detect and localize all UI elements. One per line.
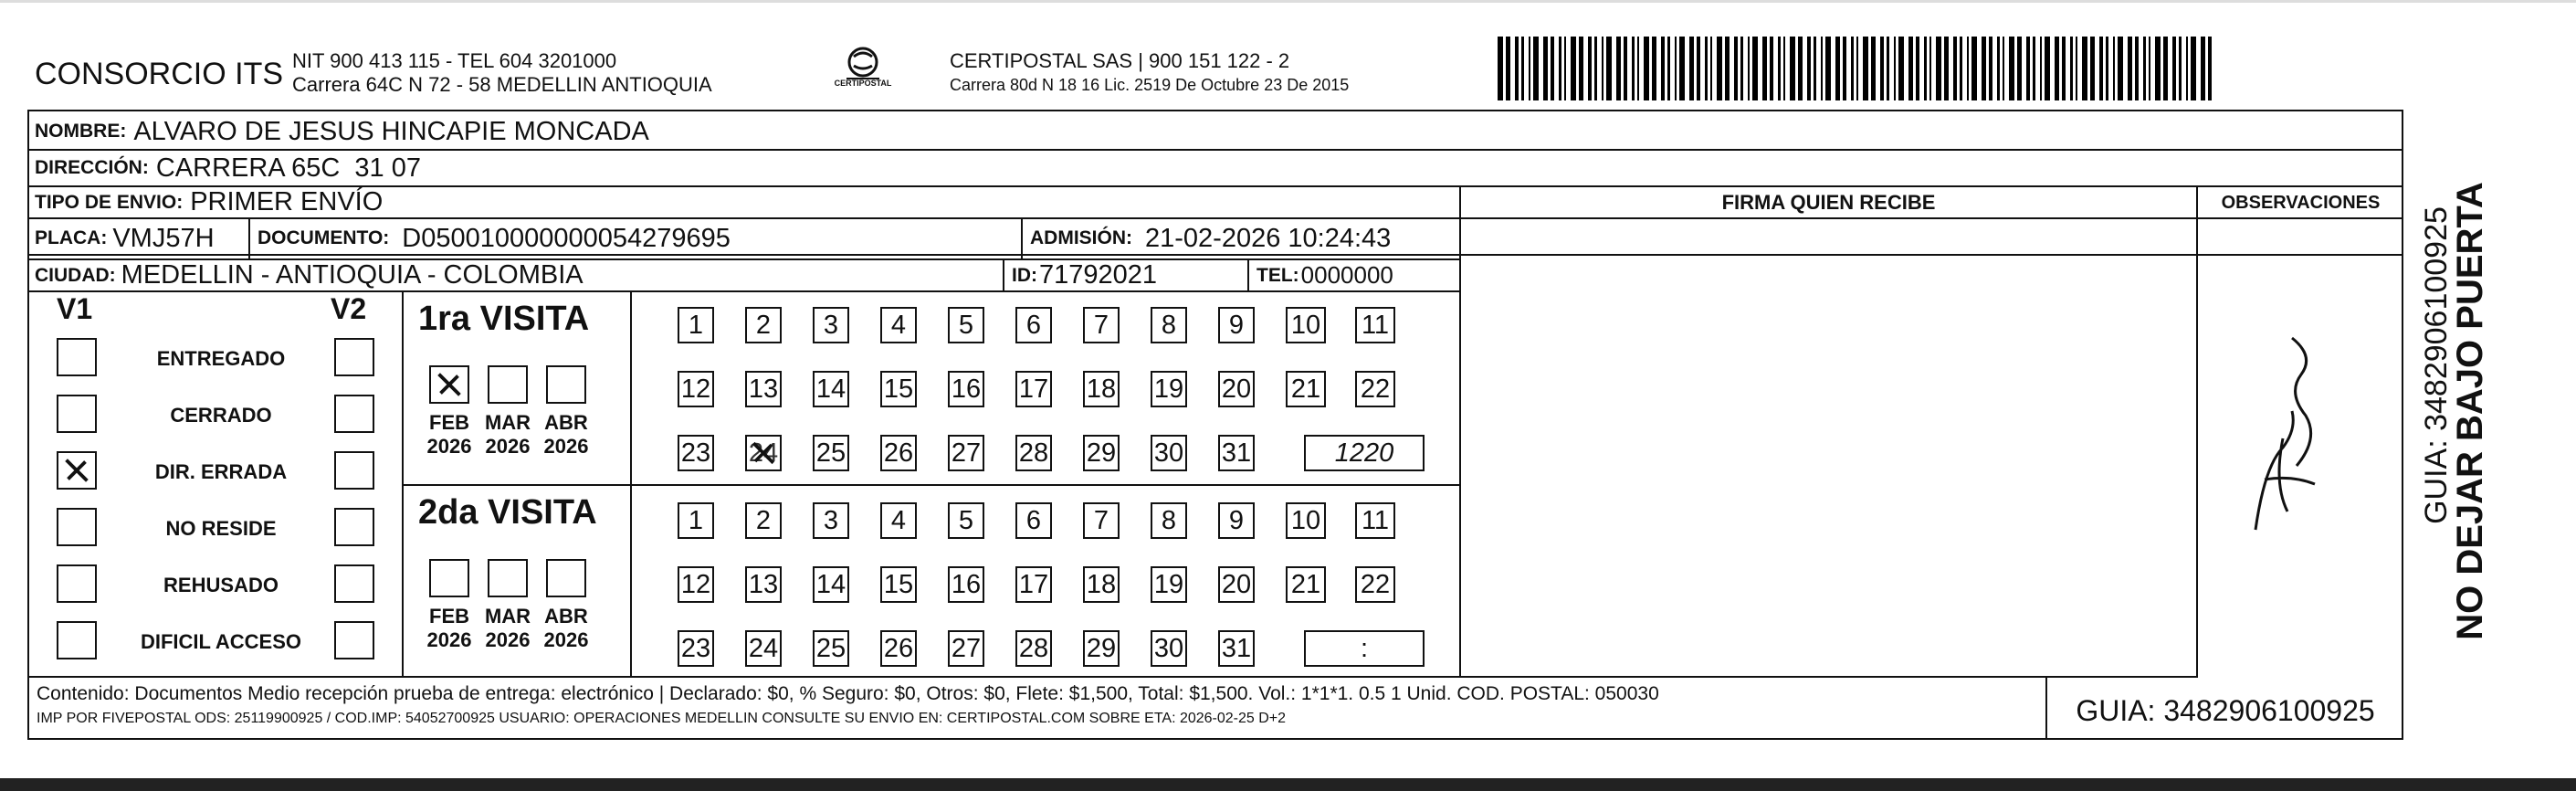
barcode-bar — [1717, 37, 1722, 100]
day-box[interactable]: 20 — [1218, 566, 1255, 603]
barcode-bar — [2082, 37, 2087, 100]
barcode-bar — [1675, 37, 1677, 100]
barcode-bar — [1851, 37, 1854, 100]
company-address: Carrera 64C N 72 - 58 MEDELLIN ANTIOQUIA — [292, 73, 712, 96]
month-label: FEB — [429, 411, 469, 434]
barcode-bar — [2135, 37, 2139, 100]
ciudad-label: CIUDAD: — [35, 264, 116, 286]
barcode-bar — [1637, 37, 1639, 100]
tipo-row — [35, 186, 383, 218]
day-box[interactable]: 25 — [813, 435, 849, 471]
v1-checkbox[interactable] — [57, 338, 97, 376]
day-box[interactable]: 24 — [745, 630, 782, 667]
barcode-bar — [2106, 37, 2108, 100]
v2-checkbox[interactable] — [334, 564, 374, 603]
status-option-label: DIR. ERRADA — [154, 460, 288, 483]
day-box[interactable]: 13 — [745, 371, 782, 407]
tel-value: 0000000 — [1300, 261, 1393, 289]
barcode-bar — [1880, 37, 1884, 100]
barcode-bar — [2208, 37, 2212, 100]
v1-checkbox[interactable] — [57, 621, 97, 659]
barcode-bar — [2201, 37, 2205, 100]
barcode-bar — [1856, 37, 1858, 100]
day-box[interactable]: 29 — [1083, 435, 1120, 471]
month-label: ABR — [544, 605, 588, 628]
day-box[interactable]: 30 — [1151, 435, 1187, 471]
barcode-bar — [1579, 37, 1583, 100]
day-box[interactable]: 21 — [1286, 566, 1326, 603]
barcode-bar — [1863, 37, 1868, 100]
day-box[interactable]: 22 — [1355, 371, 1395, 407]
v2-checkbox[interactable] — [334, 508, 374, 546]
day-box[interactable]: 11 — [1355, 502, 1395, 539]
ciudad-value: MEDELLIN - ANTIOQUIA - COLOMBIA — [121, 260, 584, 290]
barcode-bar — [1679, 37, 1685, 100]
barcode-bar — [1997, 37, 2000, 100]
barcode-bar — [1798, 37, 1803, 100]
barcode-bar — [2113, 37, 2115, 100]
day-box[interactable]: 1 — [678, 307, 714, 343]
v2-checkbox[interactable] — [334, 338, 374, 376]
day-box[interactable]: 4 — [880, 502, 917, 539]
barcode-bar — [2163, 37, 2168, 100]
barcode-bar — [1894, 37, 1896, 100]
day-box[interactable]: 14 — [813, 371, 849, 407]
barcode-bar — [1770, 37, 1773, 100]
barcode-bar — [2026, 37, 2030, 100]
barcode-bar — [2172, 37, 2176, 100]
day-box[interactable]: 12 — [678, 371, 714, 407]
barcode-bar — [2076, 37, 2077, 100]
day-box[interactable]: 13 — [745, 566, 782, 603]
barcode-bar — [2186, 37, 2188, 100]
barcode-bar — [1616, 37, 1621, 100]
barcode-bar — [1571, 37, 1576, 100]
day-box[interactable]: 9 — [1218, 502, 1255, 539]
month-label: ABR — [544, 411, 588, 434]
day-box[interactable]: 26 — [880, 435, 917, 471]
barcode-bar — [1924, 37, 1927, 100]
status-option-label: NO RESIDE — [165, 517, 277, 540]
barcode-bar — [1989, 37, 1992, 100]
v2-checkbox[interactable] — [334, 395, 374, 433]
direccion-label: DIRECCIÓN: — [35, 157, 149, 178]
barcode-bar — [1814, 37, 1816, 100]
tel-label: TEL: — [1256, 264, 1299, 286]
nombre-value: ALVARO DE JESUS HINCAPIE MONCADA — [133, 116, 649, 146]
day-box[interactable]: 25 — [813, 630, 849, 667]
barcode-bar — [1705, 37, 1708, 100]
status-option-label: ENTREGADO — [156, 347, 286, 370]
barcode-bar — [2003, 37, 2004, 100]
barcode-bar — [2090, 37, 2095, 100]
barcode-bar — [1543, 37, 1548, 100]
day-box[interactable]: 23 — [678, 630, 714, 667]
second-visit-title: 2da VISITA — [418, 493, 597, 532]
barcode-bar — [1960, 37, 1962, 100]
day-box[interactable]: 19 — [1151, 371, 1187, 407]
day-box[interactable]: 27 — [948, 630, 984, 667]
barcode-bar — [1825, 37, 1831, 100]
month-label: MAR — [484, 411, 531, 434]
barcode-bar — [1624, 37, 1627, 100]
barcode-bar — [1564, 37, 1566, 100]
barcode-bar — [1929, 37, 1931, 100]
barcode-bar — [1908, 37, 1913, 100]
day-box[interactable]: 3 — [813, 502, 849, 539]
second-visit-time[interactable]: : — [1304, 630, 1425, 667]
month-label: FEB — [429, 605, 469, 628]
footer-print-info: IMP POR FIVEPOSTAL ODS: 25119900925 / COD.IMP: 54052700925 USUARIO: OPERACIONES MEDELLIN CONSULTE SU ENVIO EN: CERTIPOSTAL.COM SOBRE ETA: 2026-02-25 D+2 — [37, 711, 1287, 726]
day-box[interactable]: 28 — [1015, 630, 1052, 667]
day-box[interactable]: 15 — [880, 566, 917, 603]
month-checkbox[interactable] — [429, 365, 469, 404]
admision-value: 21-02-2026 10:24:43 — [1145, 223, 1392, 253]
v2-label: V2 — [331, 292, 367, 325]
barcode-bar — [1644, 37, 1649, 100]
day-box[interactable]: 23 — [678, 435, 714, 471]
barcode-bar — [1982, 37, 1986, 100]
barcode-bar — [1588, 37, 1592, 100]
barcode-bar — [1748, 37, 1750, 100]
day-box[interactable]: 15 — [880, 371, 917, 407]
barcode-bar — [2033, 37, 2035, 100]
barcode-bar — [1783, 37, 1785, 100]
v1-checkbox[interactable] — [57, 395, 97, 433]
day-box[interactable]: 21 — [1286, 371, 1326, 407]
day-box[interactable]: 17 — [1015, 371, 1052, 407]
day-box[interactable]: 7 — [1083, 307, 1120, 343]
barcode-bar — [2128, 37, 2132, 100]
direccion-row — [35, 150, 421, 186]
day-box[interactable]: 24 — [745, 435, 782, 471]
day-box[interactable]: 18 — [1083, 566, 1120, 603]
documento-row — [258, 219, 731, 258]
barcode-bar — [1971, 37, 1977, 100]
barcode-bar — [1606, 37, 1612, 100]
month-checkbox[interactable] — [546, 365, 586, 404]
direccion-value: CARRERA 65C 31 07 — [155, 153, 421, 183]
day-box[interactable]: 11 — [1355, 307, 1395, 343]
v1-checkbox[interactable] — [57, 564, 97, 603]
day-mark — [747, 437, 780, 469]
barcode-bar — [1887, 37, 1889, 100]
day-box[interactable]: 26 — [880, 630, 917, 667]
day-box[interactable]: 20 — [1218, 371, 1255, 407]
day-box[interactable]: 17 — [1015, 566, 1052, 603]
barcode-bar — [2155, 37, 2161, 100]
documento-value: D050010000000054279695 — [402, 223, 731, 253]
barcode-bar — [1529, 37, 1530, 100]
logo-text: CERTIPOSTAL — [834, 79, 892, 88]
nombre-row — [35, 113, 649, 150]
barcode-bar — [1667, 37, 1670, 100]
barcode-bar — [1843, 37, 1846, 100]
day-box[interactable]: 6 — [1015, 502, 1052, 539]
day-box[interactable]: 10 — [1286, 307, 1326, 343]
barcode-bar — [1967, 37, 1969, 100]
tipo-label: TIPO DE ENVIO: — [35, 191, 184, 213]
day-box[interactable]: 6 — [1015, 307, 1052, 343]
month-label: MAR — [484, 605, 531, 628]
barcode-bar — [1734, 37, 1738, 100]
barcode-bar — [1953, 37, 1957, 100]
barcode-bar — [2118, 37, 2123, 100]
v1-checkbox[interactable] — [57, 451, 97, 490]
day-box[interactable]: 18 — [1083, 371, 1120, 407]
placa-row — [35, 219, 215, 258]
observaciones-label: OBSERVACIONES — [2221, 193, 2381, 213]
placa-label: PLACA: — [35, 227, 108, 248]
handwritten-signature — [2228, 329, 2347, 539]
barcode-bar — [1807, 37, 1811, 100]
day-box[interactable]: 7 — [1083, 502, 1120, 539]
month-checkbox[interactable] — [488, 559, 528, 597]
admision-row — [1030, 219, 1391, 258]
day-box[interactable]: 16 — [948, 566, 984, 603]
documento-label: DOCUMENTO: — [258, 227, 390, 248]
firma-label: FIRMA QUIEN RECIBE — [1721, 191, 1936, 214]
barcode-bar — [1515, 37, 1519, 100]
barcode-bar — [2062, 37, 2066, 100]
scan-edge-top — [0, 0, 2576, 3]
carrier-name: CERTIPOSTAL SAS | 900 151 122 - 2 — [950, 49, 1290, 72]
barcode-bar — [2045, 37, 2050, 100]
status-option-label: CERRADO — [170, 404, 272, 427]
barcode-bar — [2191, 37, 2196, 100]
barcode-bar — [1689, 37, 1694, 100]
v2-checkbox[interactable] — [334, 621, 374, 659]
certipostal-logo — [826, 44, 899, 99]
day-box[interactable]: 31 — [1218, 630, 1255, 667]
barcode-bar — [1821, 37, 1823, 100]
carrier-address: Carrera 80d N 18 16 Lic. 2519 De Octubre 23 De 2015 — [950, 76, 1350, 94]
year-label: 2026 — [485, 628, 531, 651]
check-mark-icon — [747, 437, 780, 469]
id-value: 71792021 — [1039, 260, 1158, 290]
barcode-bar — [2017, 37, 2022, 100]
day-box[interactable]: 5 — [948, 307, 984, 343]
day-box[interactable]: 14 — [813, 566, 849, 603]
day-box[interactable]: 10 — [1286, 502, 1326, 539]
barcode-bar — [2149, 37, 2150, 100]
first-visit-time[interactable]: 1220 — [1304, 435, 1425, 471]
v2-checkbox[interactable] — [334, 451, 374, 490]
barcode-bar — [1652, 37, 1656, 100]
year-label: 2026 — [426, 628, 472, 651]
barcode-bar — [1725, 37, 1730, 100]
day-box[interactable]: 27 — [948, 435, 984, 471]
company-name: CONSORCIO ITS — [35, 57, 284, 91]
barcode-bar — [1594, 37, 1597, 100]
day-box[interactable]: 12 — [678, 566, 714, 603]
barcode-bar — [1533, 37, 1539, 100]
barcode-bar — [1498, 37, 1503, 100]
month-checkbox[interactable] — [546, 559, 586, 597]
admision-label: ADMISIÓN: — [1030, 227, 1132, 248]
side-warning: NO DEJAR BAJO PUERTA — [2450, 182, 2490, 640]
day-box[interactable]: 28 — [1015, 435, 1052, 471]
check-mark-icon — [431, 367, 468, 402]
barcode-bar — [1740, 37, 1743, 100]
status-option-label: DIFICIL ACCESO — [140, 630, 301, 653]
barcode-bar — [1936, 37, 1941, 100]
barcode-bar — [2143, 37, 2146, 100]
day-box[interactable]: 1 — [678, 502, 714, 539]
barcode-bar — [1559, 37, 1561, 100]
footer-guia: GUIA: 3482906100925 — [2076, 694, 2375, 727]
v1-checkbox[interactable] — [57, 508, 97, 546]
day-box[interactable]: 16 — [948, 371, 984, 407]
barcode-bar — [1752, 37, 1758, 100]
barcode-bar — [1778, 37, 1781, 100]
barcode-bar — [1898, 37, 1904, 100]
barcode-bar — [1661, 37, 1665, 100]
day-box[interactable]: 3 — [813, 307, 849, 343]
year-label: 2026 — [426, 435, 472, 458]
barcode-bar — [2055, 37, 2059, 100]
day-box[interactable]: 31 — [1218, 435, 1255, 471]
barcode-bar — [2099, 37, 2103, 100]
placa-value: VMJ57H — [112, 223, 215, 253]
ciudad-row — [35, 259, 584, 291]
barcode-bar — [1551, 37, 1554, 100]
barcode-bar — [1762, 37, 1767, 100]
barcode-bar — [1506, 37, 1510, 100]
day-box[interactable]: 9 — [1218, 307, 1255, 343]
tel-row — [1256, 259, 1393, 291]
id-label: ID: — [1012, 264, 1037, 286]
first-visit-title: 1ra VISITA — [418, 300, 590, 338]
year-label: 2026 — [485, 435, 531, 458]
barcode-bar — [1602, 37, 1603, 100]
year-label: 2026 — [543, 435, 589, 458]
company-nit-tel: NIT 900 413 115 - TEL 604 3201000 — [292, 49, 617, 72]
scan-edge-bottom — [0, 778, 2576, 791]
day-box[interactable]: 8 — [1151, 502, 1187, 539]
day-box[interactable]: 2 — [745, 307, 782, 343]
day-box[interactable]: 29 — [1083, 630, 1120, 667]
barcode-bar — [1871, 37, 1876, 100]
day-box[interactable]: 2 — [745, 502, 782, 539]
id-row — [1012, 259, 1157, 291]
day-box[interactable]: 4 — [880, 307, 917, 343]
month-checkbox[interactable] — [488, 365, 528, 404]
status-option-label: REHUSADO — [163, 574, 279, 596]
barcode-bar — [2070, 37, 2073, 100]
barcode-bar — [2009, 37, 2014, 100]
nombre-label: NOMBRE: — [35, 121, 127, 142]
barcode-bar — [1835, 37, 1840, 100]
barcode — [1498, 37, 2219, 100]
tipo-value: PRIMER ENVÍO — [190, 187, 384, 216]
barcode-bar — [1710, 37, 1712, 100]
barcode-bar — [1790, 37, 1795, 100]
barcode-bar — [1916, 37, 1919, 100]
day-box[interactable]: 30 — [1151, 630, 1187, 667]
barcode-bar — [1521, 37, 1524, 100]
footer-content: Contenido: Documentos Medio recepción prueba de entrega: electrónico | Declarado: $0, % Seguro: $0, Otros: $0, Flete: $1,500, Total: $1,500. Vol.: 1*1*1. 0.5 1 Unid. COD. POSTAL: 050030 — [37, 683, 1659, 704]
side-guia: GUIA: 3482906100925 — [2419, 206, 2454, 524]
day-box[interactable]: 19 — [1151, 566, 1187, 603]
barcode-bar — [1632, 37, 1635, 100]
barcode-bar — [1697, 37, 1700, 100]
day-box[interactable]: 22 — [1355, 566, 1395, 603]
v1-label: V1 — [57, 292, 93, 325]
barcode-bar — [2179, 37, 2182, 100]
month-checkbox[interactable] — [429, 559, 469, 597]
day-box[interactable]: 8 — [1151, 307, 1187, 343]
year-label: 2026 — [543, 628, 589, 651]
barcode-bar — [1944, 37, 1949, 100]
day-box[interactable]: 5 — [948, 502, 984, 539]
barcode-bar — [2040, 37, 2042, 100]
check-mark-icon — [58, 453, 95, 488]
